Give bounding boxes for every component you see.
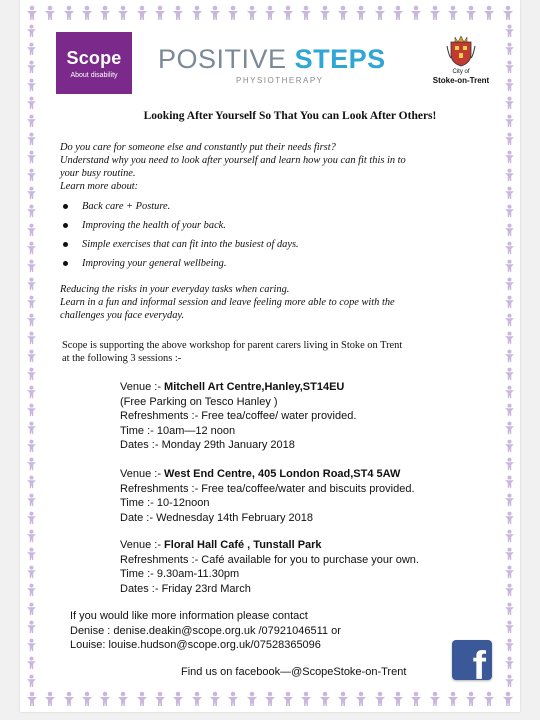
border-figure-icon (26, 331, 37, 345)
border-figure-icon (319, 5, 331, 21)
border-figure-icon (26, 656, 37, 670)
border-figure-icon (26, 349, 37, 363)
intro-line: Understand why you need to look after yourself and learn how you can fit this in to (60, 155, 406, 166)
border-figure-icon (392, 691, 404, 707)
border-figure-icon (26, 583, 37, 597)
border-figure-icon (26, 493, 37, 507)
border-figure-icon (26, 421, 37, 435)
session-block-1 (120, 380, 520, 453)
border-figure-icon (191, 5, 203, 21)
session-time: Time :- 9.30am-11.30pm (120, 568, 240, 580)
border-figure-icon (26, 475, 37, 489)
border-figure-icon (81, 5, 93, 21)
scope-logo-name: Scope (66, 47, 122, 68)
coat-of-arms-icon (446, 34, 476, 68)
border-figure-icon (374, 5, 386, 21)
border-figure-icon (26, 385, 37, 399)
border-figure-icon (337, 5, 349, 21)
border-figure-icon (26, 114, 37, 128)
border-figure-icon (26, 457, 37, 471)
border-figure-icon (337, 691, 349, 707)
border-figure-icon (502, 691, 514, 707)
session-refreshments: Refreshments :- Free tea/coffee/ water provided. (120, 410, 357, 422)
border-figure-icon (282, 5, 294, 21)
decorative-border-bottom (26, 688, 514, 710)
session-refreshments: Refreshments :- Café available for you to purchase your own. (120, 553, 419, 566)
bullet-icon (63, 261, 68, 266)
border-figure-icon (26, 602, 37, 616)
border-figure-icon (483, 691, 495, 707)
border-figure-icon (504, 295, 515, 309)
positive-steps-word-steps: STEPS (294, 44, 386, 74)
session-block-2 (120, 467, 520, 525)
border-figure-icon (26, 295, 37, 309)
list-item: Improving the health of your back. (60, 216, 500, 235)
border-figure-icon (154, 5, 166, 21)
border-figure-icon (504, 78, 515, 92)
border-figure-icon (504, 349, 515, 363)
list-item: Improving your general wellbeing. (60, 254, 500, 273)
border-figure-icon (504, 132, 515, 146)
session-parking-note: (Free Parking on Tesco Hanley ) (120, 395, 278, 408)
border-figure-icon (374, 691, 386, 707)
session-block-3 (120, 538, 520, 596)
border-figure-icon (355, 691, 367, 707)
border-figure-icon (246, 691, 258, 707)
border-figure-icon (26, 241, 37, 255)
border-figure-icon (26, 403, 37, 417)
border-figure-icon (26, 60, 37, 74)
border-figure-icon (504, 313, 515, 327)
session-time: Time :- 10am—12 noon (120, 424, 236, 437)
border-figure-icon (26, 674, 37, 688)
decorative-border-left (24, 24, 38, 688)
border-figure-icon (392, 5, 404, 21)
bullet-icon (63, 242, 68, 247)
border-figure-icon (117, 5, 129, 21)
border-figure-icon (504, 42, 515, 56)
border-figure-icon (504, 150, 515, 164)
intro-text (60, 141, 500, 273)
border-figure-icon (26, 565, 37, 579)
positive-steps-word-positive: POSITIVE (158, 44, 287, 74)
positive-steps-logo (158, 44, 386, 85)
border-figure-icon (26, 223, 37, 237)
border-figure-icon (26, 42, 37, 56)
border-figure-icon (264, 5, 276, 21)
border-figure-icon (99, 5, 111, 21)
border-figure-icon (410, 691, 422, 707)
scope-logo-tagline: About disability (70, 71, 118, 79)
scope-logo (56, 32, 132, 94)
border-figure-icon (191, 691, 203, 707)
border-figure-icon (99, 691, 111, 707)
border-figure-icon (136, 691, 148, 707)
border-figure-icon (209, 691, 221, 707)
contact-line-louise: Louise: louise.hudson@scope.org.uk/07528365096 (70, 639, 321, 651)
flyer-page (20, 0, 520, 712)
border-figure-icon (355, 5, 367, 21)
border-figure-icon (429, 691, 441, 707)
list-item: Back care + Posture. (60, 197, 500, 216)
border-figure-icon (410, 5, 422, 21)
flyer-headline: Looking After Yourself So That You can Look After Others! (143, 110, 437, 122)
border-figure-icon (504, 367, 515, 381)
border-figure-icon (26, 439, 37, 453)
border-figure-icon (282, 691, 294, 707)
border-figure-icon (504, 331, 515, 345)
border-figure-icon (504, 186, 515, 200)
border-figure-icon (504, 24, 515, 38)
border-figure-icon (26, 168, 37, 182)
border-figure-icon (26, 691, 38, 707)
border-figure-icon (264, 691, 276, 707)
city-logo-name: Stoke-on-Trent (432, 76, 490, 85)
support-line: Scope is supporting the above workshop for parent carers living in Stoke on Trent (62, 340, 403, 351)
support-statement (62, 339, 492, 365)
reduce-line: Reducing the risks in your everyday tasks when caring. (60, 284, 290, 295)
border-figure-icon (26, 638, 37, 652)
border-figure-icon (209, 5, 221, 21)
city-logo-prefix: City of (452, 69, 470, 75)
positive-steps-subtitle: PHYSIOTHERAPY (236, 76, 324, 85)
border-figure-icon (504, 241, 515, 255)
intro-line: Do you care for someone else and constantly put their needs first? (60, 142, 336, 153)
list-item: Simple exercises that can fit into the busiest of days. (60, 235, 500, 254)
session-refreshments: Refreshments :- Free tea/coffee/water and biscuits provided. (120, 482, 415, 495)
border-figure-icon (504, 60, 515, 74)
border-figure-icon (246, 5, 258, 21)
border-figure-icon (26, 150, 37, 164)
border-figure-icon (504, 223, 515, 237)
topics-list (60, 197, 500, 273)
contact-line: If you would like more information please contact (70, 610, 308, 622)
border-figure-icon (227, 691, 239, 707)
border-figure-icon (26, 511, 37, 525)
border-figure-icon (504, 168, 515, 182)
contact-info (70, 609, 341, 653)
session-date: Date :- Wednesday 14th February 2018 (120, 511, 314, 524)
border-figure-icon (447, 691, 459, 707)
facebook-icon: f (452, 640, 492, 680)
border-figure-icon (26, 277, 37, 291)
intro-line: Learn more about: (60, 181, 139, 192)
session-venue: Venue :- Mitchell Art Centre,Hanley,ST14EU (120, 381, 345, 393)
border-figure-icon (483, 5, 495, 21)
border-figure-icon (26, 78, 37, 92)
border-figure-icon (117, 691, 129, 707)
reduce-line: challenges you face everyday. (60, 310, 185, 321)
intro-line: your busy routine. (60, 168, 136, 179)
border-figure-icon (502, 5, 514, 21)
border-figure-icon (26, 547, 37, 561)
session-venue: Venue :- West End Centre, 405 London Road,ST4 5AW (120, 468, 401, 480)
border-figure-icon (227, 5, 239, 21)
border-figure-icon (26, 132, 37, 146)
reduce-line: Learn in a fun and informal session and leave feeling more able to cope with the (60, 297, 395, 308)
session-date: Dates :- Friday 23rd March (120, 582, 251, 595)
border-figure-icon (26, 5, 38, 21)
border-figure-icon (504, 602, 515, 616)
border-figure-icon (504, 277, 515, 291)
decorative-border-top (26, 2, 514, 24)
border-figure-icon (81, 691, 93, 707)
border-figure-icon (465, 691, 477, 707)
border-figure-icon (447, 5, 459, 21)
border-figure-icon (136, 5, 148, 21)
border-figure-icon (504, 259, 515, 273)
border-figure-icon (26, 204, 37, 218)
border-figure-icon (44, 691, 56, 707)
border-figure-icon (504, 204, 515, 218)
border-figure-icon (300, 691, 312, 707)
border-figure-icon (26, 259, 37, 273)
border-figure-icon (504, 96, 515, 110)
border-figure-icon (63, 5, 75, 21)
reduce-risks-text (60, 283, 500, 322)
city-council-logo (426, 34, 496, 96)
border-figure-icon (26, 96, 37, 110)
border-figure-icon (26, 367, 37, 381)
border-figure-icon (429, 5, 441, 21)
border-figure-icon (172, 5, 184, 21)
border-figure-icon (26, 529, 37, 543)
border-figure-icon (300, 5, 312, 21)
border-figure-icon (504, 638, 515, 652)
border-figure-icon (465, 5, 477, 21)
border-figure-icon (26, 24, 37, 38)
border-figure-icon (44, 5, 56, 21)
border-figure-icon (504, 620, 515, 634)
session-date: Dates :- Monday 29th January 2018 (120, 439, 295, 451)
border-figure-icon (26, 620, 37, 634)
border-figure-icon (26, 313, 37, 327)
border-figure-icon (154, 691, 166, 707)
session-time: Time :- 10-12noon (120, 497, 210, 509)
contact-line-denise: Denise : denise.deakin@scope.org.uk /07921046511 or (70, 624, 341, 637)
border-figure-icon (504, 674, 515, 688)
session-venue: Venue :- Floral Hall Café , Tunstall Park (120, 539, 322, 551)
border-figure-icon (504, 656, 515, 670)
border-figure-icon (26, 186, 37, 200)
bullet-icon (63, 223, 68, 228)
border-figure-icon (63, 691, 75, 707)
border-figure-icon (172, 691, 184, 707)
border-figure-icon (319, 691, 331, 707)
support-line: at the following 3 sessions :- (62, 353, 182, 364)
bullet-icon (63, 204, 68, 209)
facebook-handle-text: Find us on facebook—@ScopeStoke-on-Trent (181, 666, 407, 678)
